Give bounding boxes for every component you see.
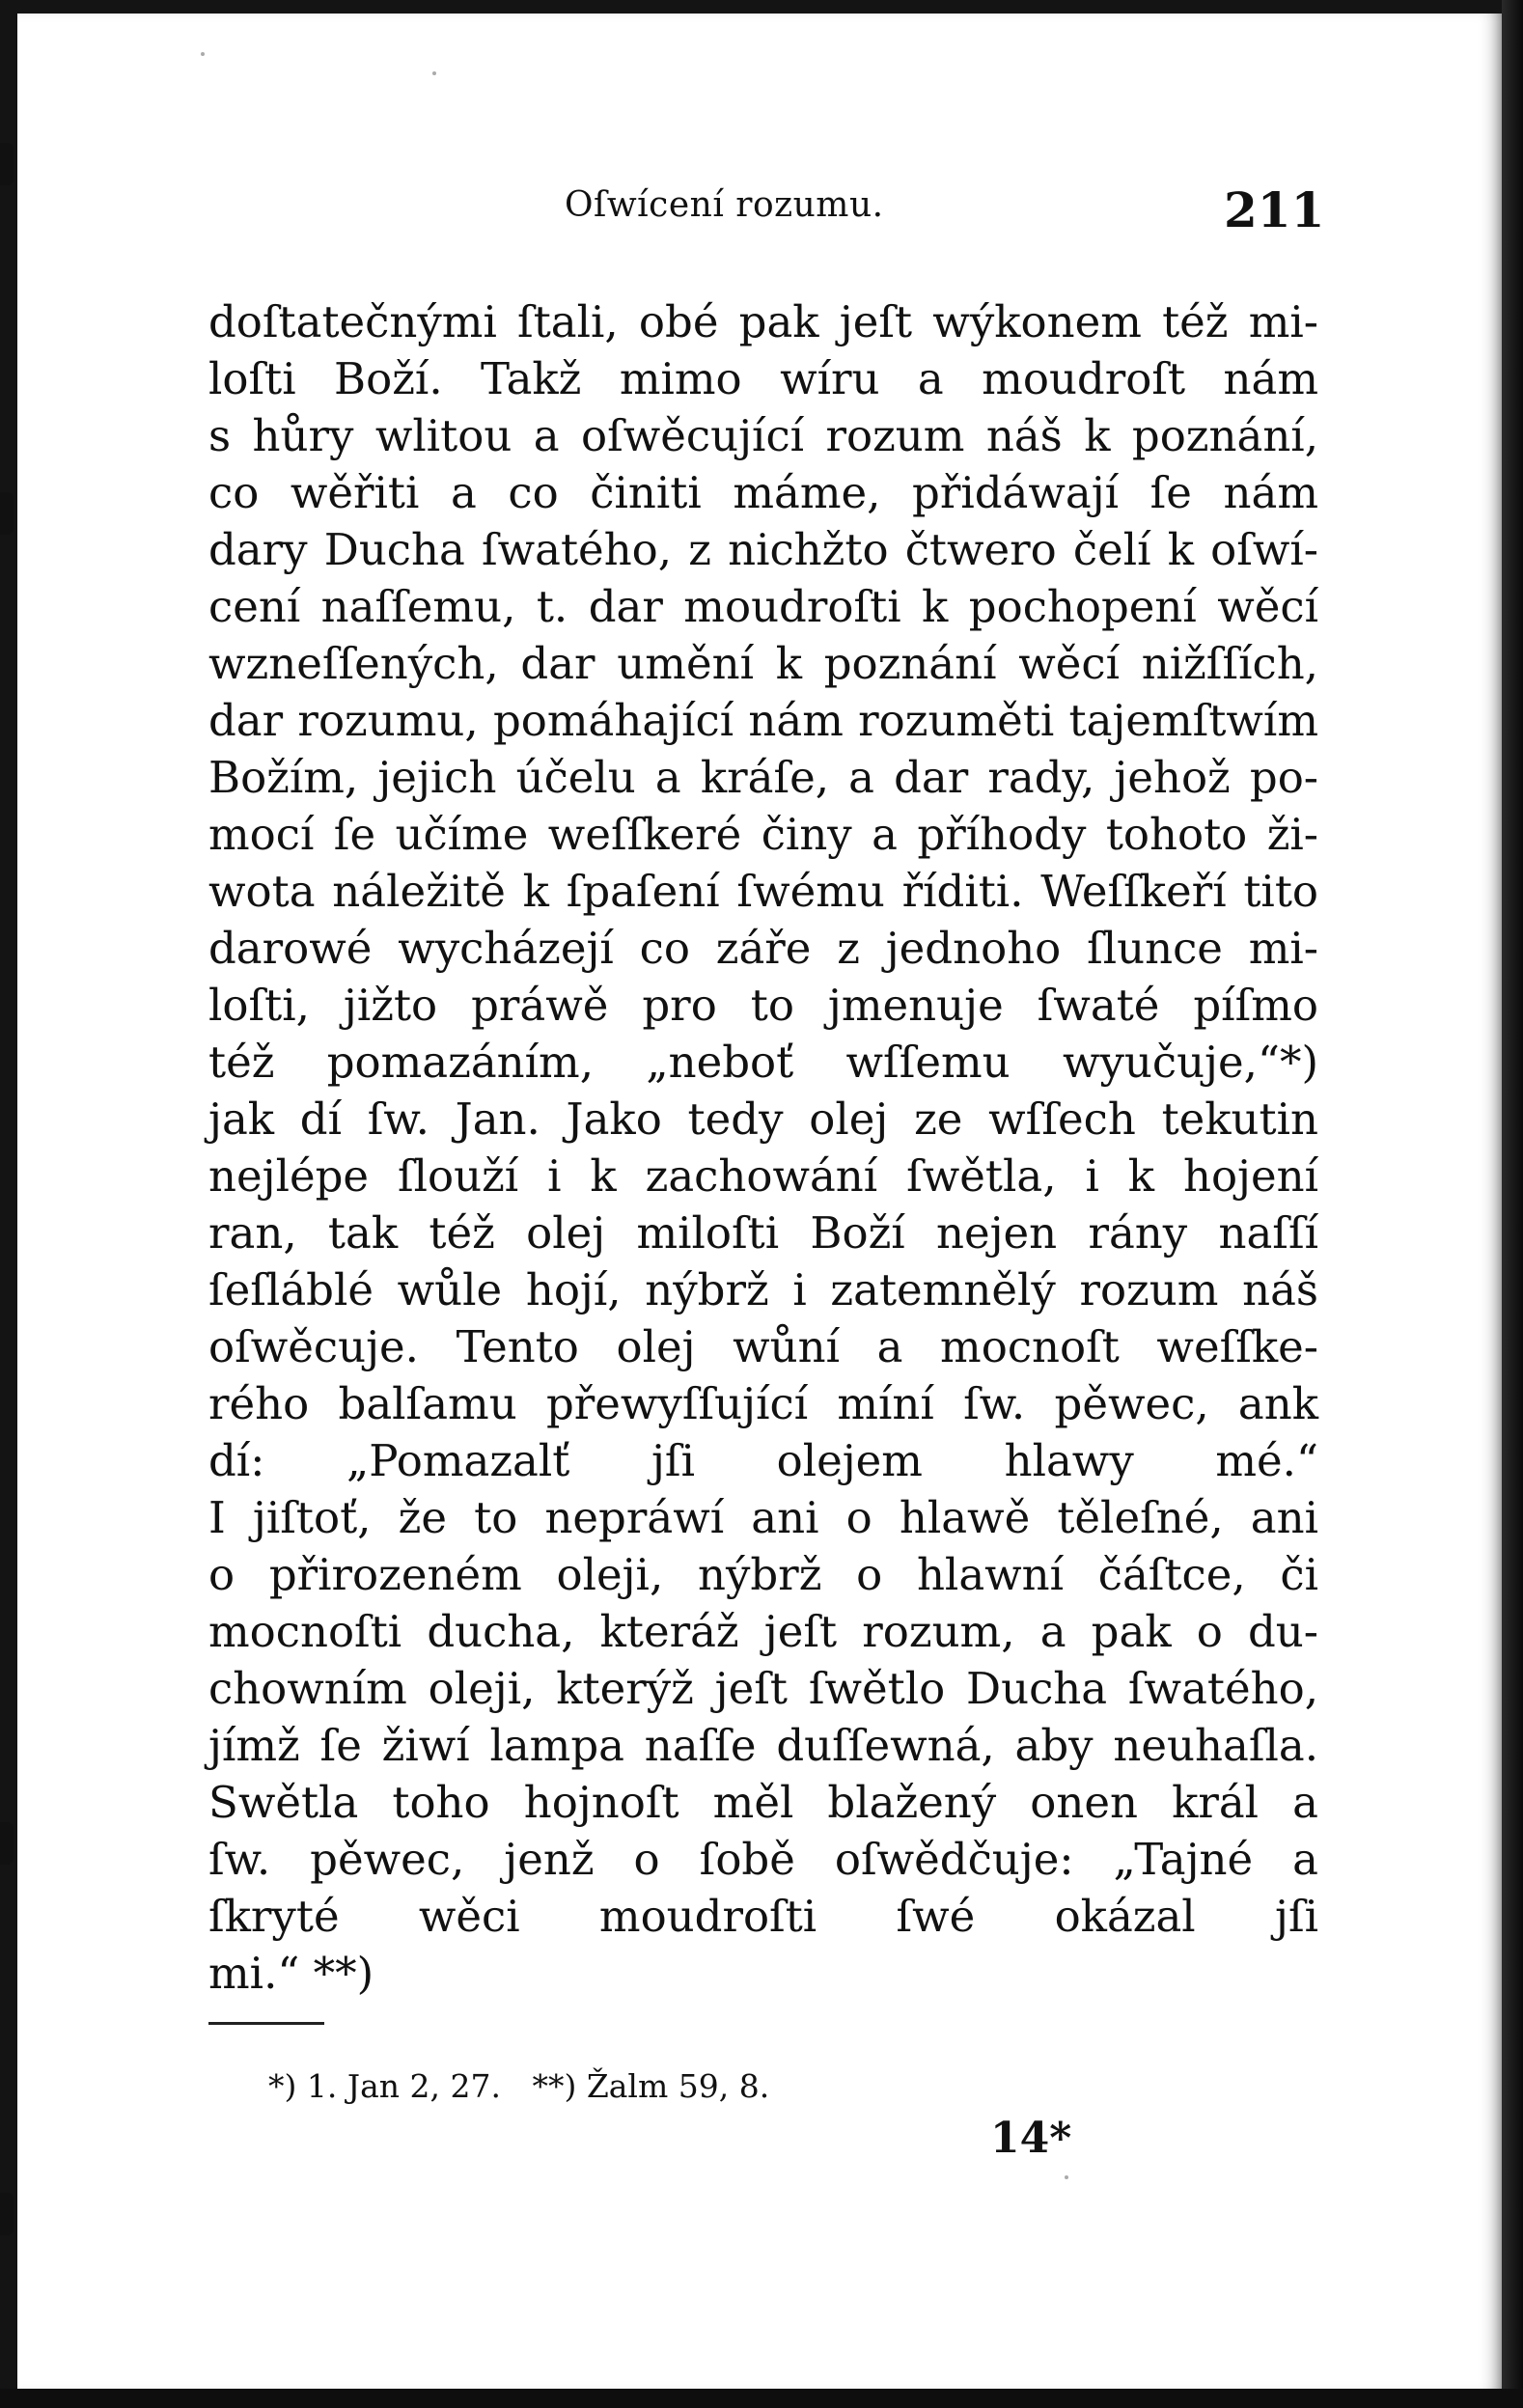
text-line: I jiſtoť, že to nepráwí ani o hlawě těleſné, ani	[208, 1492, 1318, 1543]
text-line: ſkryté wěci moudroſti ſwé okázal jſi	[208, 1891, 1318, 1942]
text-line: loſti, jižto práwě pro to jmenuje ſwaté píſmo	[208, 980, 1318, 1031]
text-line: Swětla toho hojnoſt měl blažený onen král a	[208, 1777, 1318, 1828]
page-edge-shadow	[1502, 0, 1523, 2408]
text-line: jímž ſe žiwí lampa naſſe duſſewná, aby neuhaſla.	[208, 1720, 1318, 1771]
text-line: darowé wycházejí co záře z jednoho ſlunce mi-	[208, 923, 1318, 974]
footnote-rule	[208, 2022, 324, 2025]
text-line: rého balſamu přewyſſující míní ſw. pěwec, ank	[208, 1378, 1318, 1429]
binding-mark	[0, 2193, 14, 2235]
text-line: ſw. pěwec, jenž o ſobě oſwědčuje: „Tajné a	[208, 1834, 1318, 1885]
text-line: oſwěcuje. Tento olej wůní a mocnoſt weſſke-	[208, 1321, 1318, 1372]
text-line: s hůry wlitou a oſwěcující rozum náš k poznání,	[208, 410, 1318, 461]
binding-mark	[0, 143, 14, 185]
text-line: též pomazáním, „neboť wſſemu wyučuje,“*)	[208, 1037, 1318, 1088]
text-line: nejlépe ſlouží i k zachowání ſwětla, i k hojení	[208, 1150, 1318, 1202]
running-head: Oſwícení rozumu.	[565, 185, 884, 225]
page-number: 211	[1224, 181, 1325, 238]
binding-mark	[0, 492, 14, 535]
paper-speck	[201, 52, 205, 56]
text-line: wzneſſených, dar umění k poznání wěcí nižſſích,	[208, 638, 1318, 689]
text-line: chowním oleji, kterýž jeſt ſwětlo Ducha ſwatého,	[208, 1663, 1318, 1714]
text-line: mi.“ **)	[208, 1948, 374, 1999]
paper-speck	[1065, 2175, 1068, 2179]
signature-mark: 14*	[990, 2114, 1072, 2163]
footnote-1: *) 1. Jan 2, 27.	[268, 2067, 501, 2105]
text-line: dary Ducha ſwatého, z nichžto čtwero čelí k oſwí-	[208, 524, 1318, 575]
text-line: mocnoſti ducha, kteráž jeſt rozum, a pak o du-	[208, 1606, 1318, 1657]
text-line: Božím, jejich účelu a kráſe, a dar rady, jehož po-	[208, 752, 1318, 803]
body-text	[208, 293, 1318, 2002]
text-line: co wěřiti a co činiti máme, přidáwají ſe nám	[208, 467, 1318, 518]
text-line: doſtatečnými ſtali, obé pak jeſt wýkonem též mi-	[208, 296, 1318, 347]
text-line: ran, tak též olej miloſti Boží nejen rány naſſí	[208, 1207, 1318, 1259]
text-line: o přirozeném oleji, nýbrž o hlawní čáſtce, či	[208, 1549, 1318, 1600]
footnote-2: **) Žalm 59, 8.	[532, 2067, 770, 2105]
binding-mark	[0, 1822, 14, 1865]
text-line: cení naſſemu, t. dar moudroſti k pochopení wěcí	[208, 581, 1318, 632]
text-line: wota náležitě k ſpaſení ſwému říditi. Weſſkeří tito	[208, 866, 1318, 917]
text-line: jak dí ſw. Jan. Jako tedy olej ze wſſech tekutin	[208, 1093, 1318, 1145]
text-line: loſti Boží. Takž mimo wíru a moudroſt nám	[208, 353, 1318, 404]
text-line: mocí ſe učíme weſſkeré činy a příhody tohoto ži-	[208, 809, 1318, 860]
text-line: dar rozumu, pomáhající nám rozuměti tajemſtwím	[208, 695, 1318, 746]
paper-speck	[432, 71, 436, 75]
text-line: ſeſláblé wůle hojí, nýbrž i zatemnělý rozum náš	[208, 1264, 1318, 1315]
text-line: dí: „Pomazalť jſi olejem hlawy mé.“	[208, 1435, 1318, 1486]
page-bottom-shadow	[0, 2389, 1523, 2408]
footnotes	[268, 2067, 790, 2105]
